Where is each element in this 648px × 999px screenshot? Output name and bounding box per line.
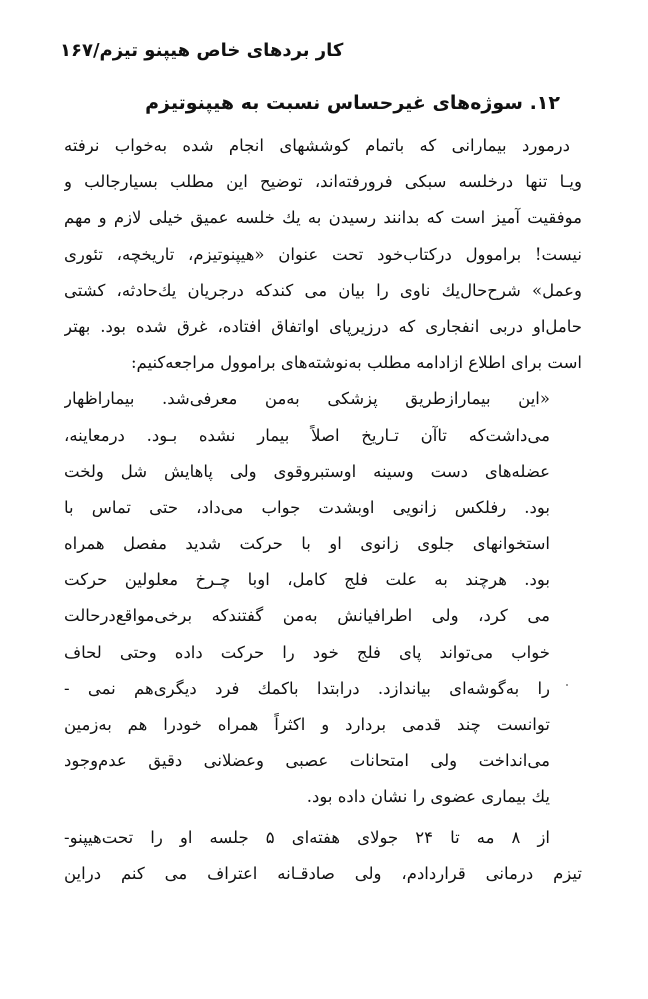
quote-line: يك بيماری عضوی را نشان داده بود.	[306, 787, 550, 807]
quote-line: بود. رفلكس زانويی اوبشدت جواب می‌داد، حتی تماس با	[64, 497, 550, 517]
margin-speck	[566, 684, 568, 686]
quote-line: از ٨ مه تا ٢۴ جولای هفته‌ای ۵ جلسه او را تحت‌هيپنو-	[64, 827, 551, 847]
text-line: است برای اطلاع ازادامه مطلب به‌نوشته‌های براموول مراجعه‌كنيم:	[130, 353, 582, 373]
section-title: ١٢. سوژه‌های غيرحساس نسبت به هيپنوتيزم	[145, 92, 560, 114]
text-line: درمورد بيمارانی كه باتمام كوششهای انجام شده به‌خواب نرفته	[64, 136, 570, 155]
text-line: موفقيت آميز است كه بدانند رسيدن به يك خلسه عميق خيلی لازم و مهم	[64, 208, 582, 228]
quote-line: عضله‌های دست وسينه اوستبروقوی ولی پاهايش شل ولخت	[64, 461, 550, 481]
quote-line: می‌انداخت ولی امتحانات عصبی وعضلانی دقيق عدم‌وجود	[64, 751, 550, 771]
text-line: حامل‌او دربی انفجاری كه درزيرپای اواتفاق افتاده، غرق شده بود. بهتر	[64, 316, 582, 336]
text-line: ويـا تنها درخلسه سبكی فرورفته‌اند، توضيح اين مطلب بسيارجالب و	[64, 172, 582, 192]
text-line: تيزم درمانی قراردادم، ولی صادقـانه اعتراف می كنم دراين	[64, 863, 582, 883]
text-line: نيست! براموول دركتاب‌خود تحت عنوان «هيپنوتيزم، تاريخچه، تئوری	[64, 244, 582, 264]
running-header: كار بردهای خاص هيپنو تيزم/١۶٧	[60, 40, 344, 61]
quote-line: توانست چند قدمی بردارد و اكثراً همراه خودرا هم به‌زمين	[64, 715, 550, 734]
quote-line: می‌داشت‌كه تاآن تـاريخ اصلاً بيمار نشده بـود. درمعاينه،	[64, 425, 550, 445]
quote-line: خواب می‌تواند پای فلج خود را حركت داده وحتی لحاف	[64, 642, 550, 662]
quote-line: می كرد، ولی اطرافيانش به‌من گفتندكه برخی‌مواقع‌درحالت	[64, 606, 550, 626]
text-line: وعمل» شرح‌حال‌يك ناوی را بيان می كندكه درجريان يك‌حادثه، كشتی	[64, 280, 582, 300]
quote-line: استخوانهای جلوی زانوی او با حركت شديد مفصل همراه	[64, 534, 550, 554]
quote-line: را به‌گوشه‌ای بياندازد. درابتدا باكمك فرد ديگری‌هم نمی -	[64, 678, 550, 698]
quote-line: بود. هرچند به علت فلج كامل، اوبا چـرخ معلولين حركت	[64, 570, 550, 590]
quote-line: «اين بيمارازطريق پزشكی به‌من معرفی‌شد. بيماراظهار	[64, 389, 550, 409]
body-text	[64, 128, 582, 892]
